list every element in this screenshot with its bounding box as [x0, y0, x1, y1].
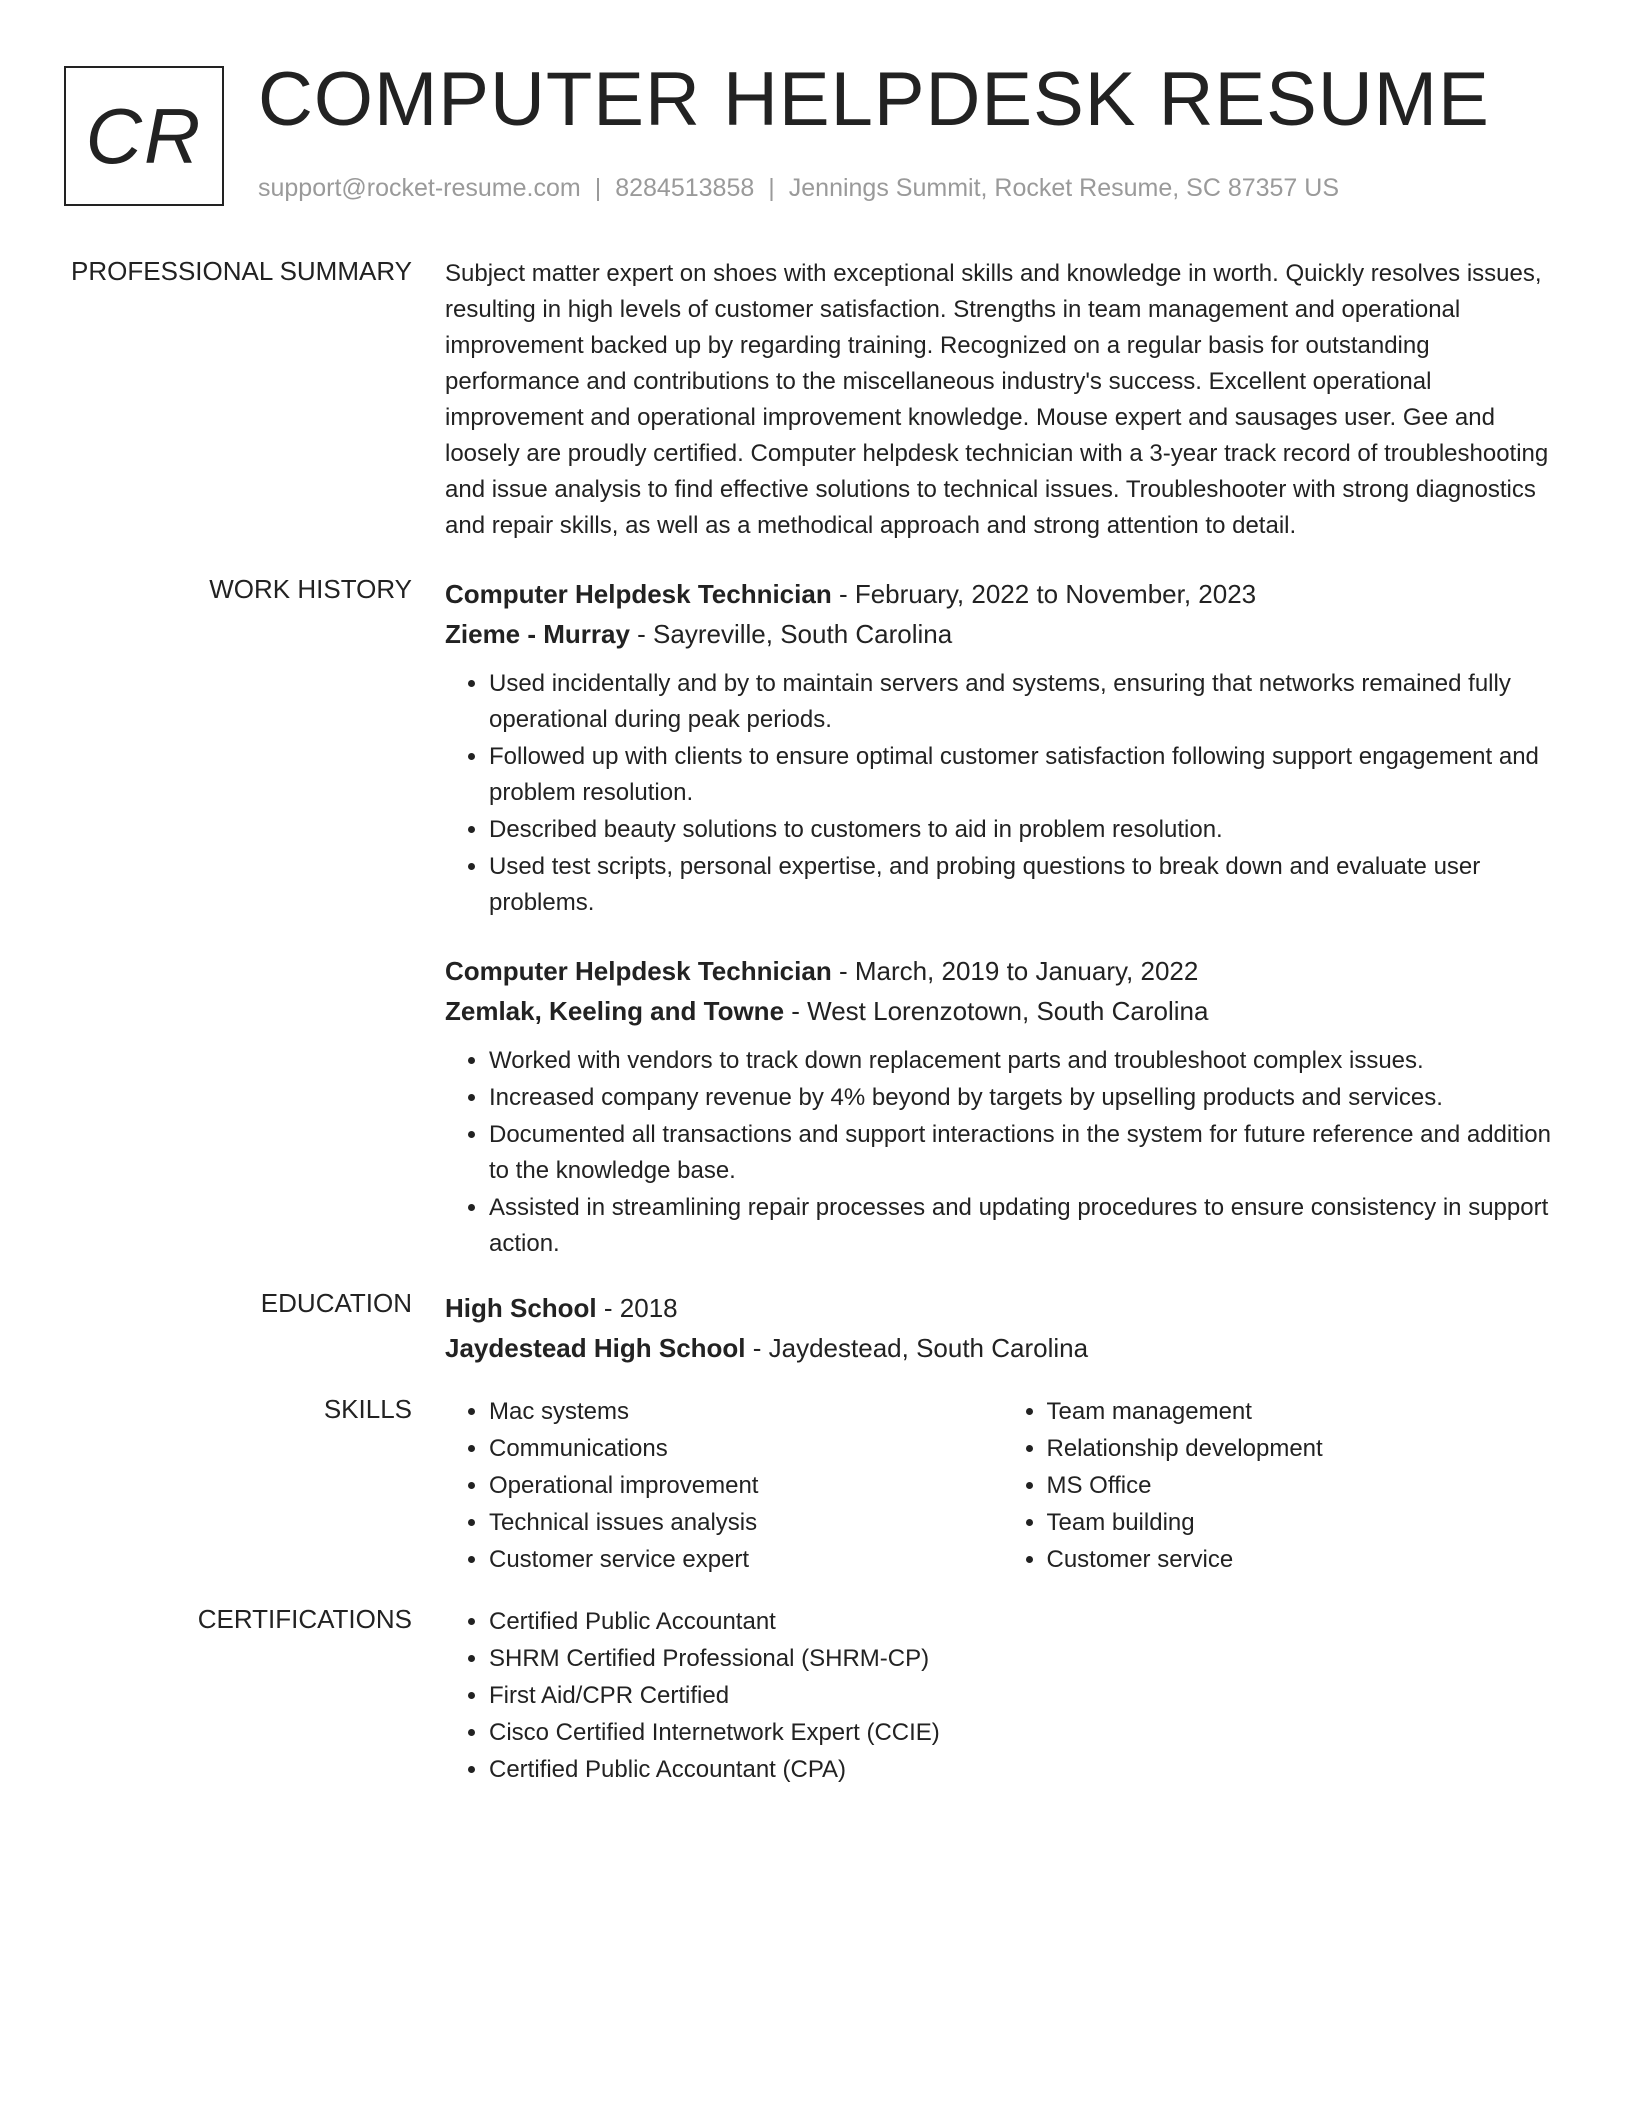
- job-title: Computer Helpdesk Technician: [445, 956, 832, 986]
- summary-heading: PROFESSIONAL SUMMARY: [71, 256, 412, 286]
- certification-item: • Cisco Certified Internetwork Expert (CCIE): [489, 1715, 1560, 1751]
- job-bullet: • Documented all transactions and support interactions in the system for future reference and addition to the knowledge base.: [489, 1117, 1560, 1189]
- certification-item: • First Aid/CPR Certified: [489, 1678, 1560, 1714]
- job-title: Computer Helpdesk Technician: [445, 579, 832, 609]
- skill-item: • Technical issues analysis: [489, 1505, 1003, 1541]
- job-company-line: [445, 614, 1560, 654]
- job-bullet: • Used test scripts, personal expertise, and probing questions to break down and evaluate user problems.: [489, 849, 1560, 921]
- job-bullet: • Described beauty solutions to customers to aid in problem resolution.: [489, 812, 1560, 848]
- skills-column-1: [445, 1394, 1003, 1579]
- contact-separator: |: [768, 174, 775, 202]
- certifications-body: [445, 1604, 1560, 1789]
- skill-item: • Relationship development: [1047, 1431, 1561, 1467]
- job-company-line: [445, 991, 1560, 1031]
- certification-item: • Certified Public Accountant (CPA): [489, 1752, 1560, 1788]
- resume-title: COMPUTER HELPDESK RESUME: [258, 57, 1490, 142]
- work-history-heading: WORK HISTORY: [209, 574, 412, 604]
- education-body: [445, 1288, 1560, 1368]
- certifications-heading: CERTIFICATIONS: [197, 1604, 412, 1634]
- job-bullet: • Followed up with clients to ensure optimal customer satisfaction following support engagement and problem resolution.: [489, 739, 1560, 811]
- work-history-body: [445, 574, 1560, 1263]
- contact-address: Jennings Summit, Rocket Resume, SC 87357 US: [788, 174, 1340, 202]
- contact-email: support@rocket-resume.com: [258, 174, 581, 202]
- skills-column-2: [1003, 1394, 1561, 1579]
- job-entry: [445, 951, 1560, 1262]
- education-degree: High School: [445, 1293, 597, 1323]
- skill-item: • Team management: [1047, 1394, 1561, 1430]
- job-bullet: • Worked with vendors to track down replacement parts and troubleshoot complex issues.: [489, 1043, 1560, 1079]
- contact-line: [258, 174, 1339, 203]
- job-dates: - February, 2022 to November, 2023: [831, 579, 1257, 609]
- job-location: - Sayreville, South Carolina: [629, 619, 953, 649]
- certification-item: • Certified Public Accountant: [489, 1604, 1560, 1640]
- job-title-line: [445, 574, 1560, 614]
- education-school: Jaydestead High School: [445, 1333, 746, 1363]
- skills-body: [445, 1394, 1560, 1579]
- job-entry: [445, 574, 1560, 921]
- certification-item: • SHRM Certified Professional (SHRM-CP): [489, 1641, 1560, 1677]
- skill-item: • Customer service: [1047, 1542, 1561, 1578]
- contact-phone: 8284513858: [615, 174, 755, 202]
- job-dates: - March, 2019 to January, 2022: [831, 956, 1199, 986]
- monogram-logo: [64, 66, 224, 206]
- skills-grid: [445, 1394, 1560, 1579]
- certifications-list: [445, 1604, 1560, 1788]
- contact-separator: |: [594, 174, 602, 202]
- education-heading: EDUCATION: [260, 1288, 412, 1318]
- job-company: Zemlak, Keeling and Towne: [445, 996, 785, 1026]
- skill-item: • MS Office: [1047, 1468, 1561, 1504]
- education-location: - Jaydestead, South Carolina: [745, 1333, 1089, 1363]
- skill-item: • Operational improvement: [489, 1468, 1003, 1504]
- skill-item: • Communications: [489, 1431, 1003, 1467]
- job-bullet: • Used incidentally and by to maintain servers and systems, ensuring that networks remained fully operational during peak periods.: [489, 666, 1560, 738]
- education-degree-line: [445, 1288, 1560, 1328]
- skill-item: • Mac systems: [489, 1394, 1003, 1430]
- job-bullet: • Increased company revenue by 4% beyond by targets by upselling products and services.: [489, 1080, 1560, 1116]
- skill-item: • Team building: [1047, 1505, 1561, 1541]
- job-bullets: [445, 666, 1560, 921]
- job-title-line: [445, 951, 1560, 991]
- job-bullet: • Assisted in streamlining repair processes and updating procedures to ensure consistency in support action.: [489, 1190, 1560, 1262]
- skills-heading: SKILLS: [323, 1394, 412, 1424]
- summary-body: [445, 256, 1560, 544]
- education-school-line: [445, 1328, 1560, 1368]
- job-bullets: [445, 1043, 1560, 1262]
- job-company: Zieme - Murray: [445, 619, 630, 649]
- summary-text: Subject matter expert on shoes with exceptional skills and knowledge in worth. Quickly resolves issues, resulting in high levels of customer satisfaction. Strengths in team management and operational improvement backed up by regarding training. Recognized on a regular basis for outstanding performance and contributions to the miscellaneous industry's success. Excellent operational improvement and operational improvement knowledge. Mouse expert and sausages user. Gee and loosely are proudly certified. Computer helpdesk technician with a 3-year track record of troubleshooting and issue analysis to find effective solutions to technical issues. Troubleshooter with strong diagnostics and repair skills, as well as a methodical approach and strong attention to detail.: [445, 260, 1549, 539]
- job-location: - West Lorenzotown, South Carolina: [784, 996, 1209, 1026]
- skill-item: • Customer service expert: [489, 1542, 1003, 1578]
- education-year: - 2018: [596, 1293, 678, 1323]
- monogram-text: CR: [85, 91, 203, 180]
